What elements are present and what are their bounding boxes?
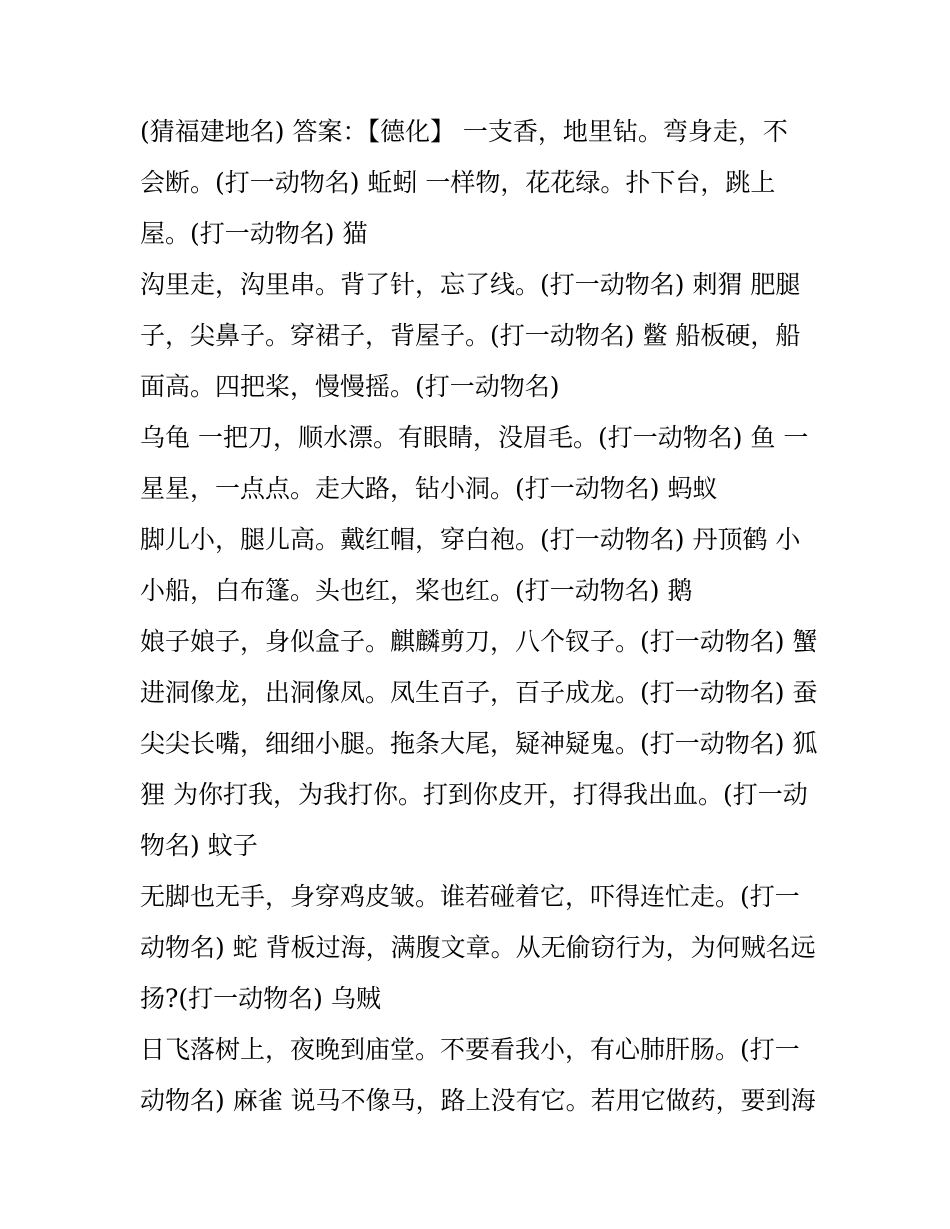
text-line: 进洞像龙，出洞像凤。凤生百子，百子成龙。(打一动物名) 蚕 <box>140 678 818 707</box>
text-line: 物名) 蚊子 <box>140 831 258 860</box>
text-line: 狸 为你打我，为我打你。打到你皮开，打得我出血。(打一动 <box>140 780 808 809</box>
text-line: 无脚也无手，身穿鸡皮皱。谁若碰着它，吓得连忙走。(打一 <box>140 882 800 911</box>
text-line: 小船，白布篷。头也红，桨也红。(打一动物名) 鹅 <box>140 576 693 605</box>
text-line: 尖尖长嘴，细细小腿。拖条大尾，疑神疑鬼。(打一动物名) 狐 <box>140 729 818 758</box>
text-line: 星星，一点点。走大路，钻小洞。(打一动物名) 蚂蚁 <box>140 474 718 503</box>
text-line: 动物名) 麻雀 说马不像马，路上没有它。若用它做药，要到海 <box>140 1086 816 1115</box>
text-line: 屋。(打一动物名) 猫 <box>140 219 368 248</box>
text-line: 子，尖鼻子。穿裙子，背屋子。(打一动物名) 鳖 船板硬，船 <box>140 321 801 350</box>
text-line: (猜福建地名) 答案：【德化】 一支香，地里钻。弯身走，不 <box>140 117 788 146</box>
document-body <box>140 106 820 1126</box>
text-line: 脚儿小，腿儿高。戴红帽，穿白袍。(打一动物名) 丹顶鹤 小 <box>140 525 801 554</box>
text-line: 会断。(打一动物名) 蚯蚓 一样物，花花绿。扑下台，跳上 <box>140 168 776 197</box>
text-line: 沟里走，沟里串。背了针，忘了线。(打一动物名) 刺猬 肥腿 <box>140 270 801 299</box>
text-line: 娘子娘子，身似盒子。麒麟剪刀，八个钗子。(打一动物名) 蟹 <box>140 627 818 656</box>
text-line: 日飞落树上，夜晚到庙堂。不要看我小，有心肺肝肠。(打一 <box>140 1035 800 1064</box>
text-line: 乌龟 一把刀，顺水漂。有眼睛，没眉毛。(打一动物名) 鱼 一 <box>140 423 809 452</box>
text-line: 面高。四把桨，慢慢摇。(打一动物名) <box>140 372 560 401</box>
text-line: 扬?(打一动物名) 乌贼 <box>140 984 381 1013</box>
text-line: 动物名) 蛇 背板过海，满腹文章。从无偷窃行为，为何贼名远 <box>140 933 816 962</box>
